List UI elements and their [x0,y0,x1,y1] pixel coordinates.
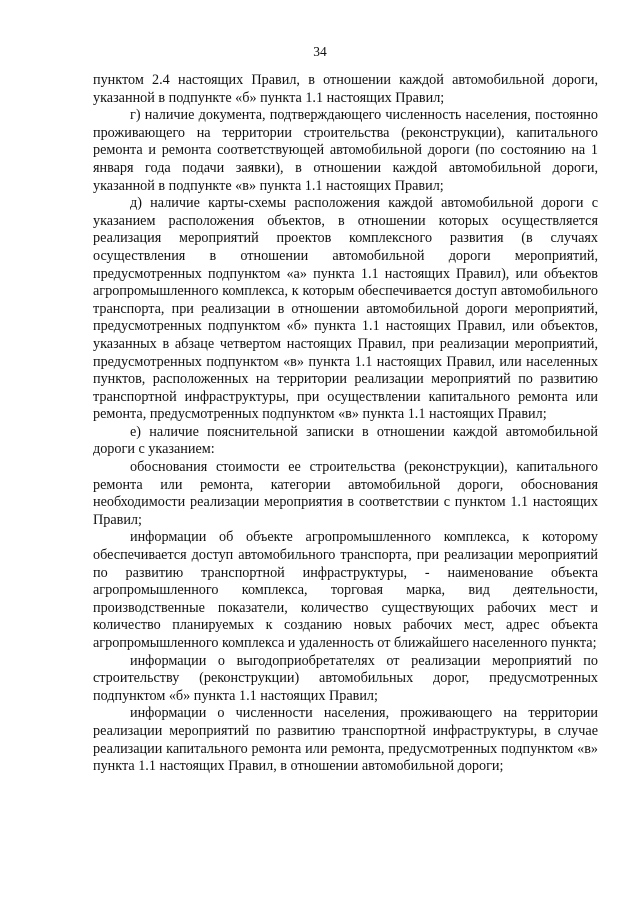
paragraph-continuation: пунктом 2.4 настоящих Правил, в отношении каждой автомобильной дороги, указанной в подпункте «б» пункта 1.1 настоящих Правил; [93,72,598,106]
document-body [93,72,598,776]
paragraph-item-e-beneficiaries: информации о выгодоприобретателях от реализации мероприятий по строительству (реконструкции) автомобильных дорог, предусмотренных подпунктом «б» пункта 1.1 настоящих Правил; [93,652,598,704]
paragraph-item-e-agro-object: информации об объекте агропромышленного комплекса, к которому обеспечивается доступ автомобильного транспорта, при реализации мероприятий по развитию транспортной инфраструктуры, - наименование объекта агропромышленного комплекса, торговая марка, вид деятельности, производственные показатели, количество существующих рабочих мест и количество планируемых к созданию новых рабочих мест, адрес объекта агропромышленного комплекса и удаленность от ближайшего населенного пункта; [93,529,598,651]
page-number: 34 [313,44,327,59]
paragraph-item-e-population: информации о численности населения, проживающего на территории реализации мероприятий по развитию транспортной инфраструктуры, в случае реализации капитального ремонта или ремонта, предусмотренных подпунктом «в» пункта 1.1 настоящих Правил, в отношении автомобильной дороги; [93,705,598,775]
paragraph-item-d: д) наличие карты-схемы расположения каждой автомобильной дороги с указанием расположения объектов, в отношении которых осуществляется реализация мероприятий проектов комплексного развития (в случаях осуществления в отношении автомобильной дороги мероприятий, предусмотренных подпунктом «а» пункта 1.1 настоящих Правил), или объектов агропромышленного комплекса, к которым обеспечивается доступ автомобильного транспорта, при реализации в отношении автомобильной дороги мероприятий, предусмотренных подпунктом «б» пункта 1.1 настоящих Правил, или объектов, указанных в абзаце четвертом настоящих Правил, при реализации мероприятий, предусмотренных подпунктом «в» пункта 1.1 настоящих Правил, или населенных пунктов, расположенных на территории реализации мероприятий по развитию транспортной инфраструктуры, при осуществлении капитального ремонта или ремонта, предусмотренных подпунктом «в» пункта 1.1 настоящих Правил; [93,195,598,423]
paragraph-item-e: е) наличие пояснительной записки в отношении каждой автомобильной дороги с указанием: [93,423,598,458]
paragraph-item-e-justification: обоснования стоимости ее строительства (реконструкции), капитального ремонта или ремонта, категории автомобильной дороги, обоснования необходимости реализации мероприятия в соответствии с пунктом 1.1 настоящих Правил; [93,459,598,528]
paragraph-item-g: г) наличие документа, подтверждающего численность населения, постоянно проживающего на территории строительства (реконструкции), капитального ремонта и ремонта соответствующей автомобильной дороги (по состоянию на 1 января года подачи заявки), в отношении каждой автомобильной дороги, указанной в подпункте «в» пункта 1.1 настоящих Правил; [93,107,598,194]
